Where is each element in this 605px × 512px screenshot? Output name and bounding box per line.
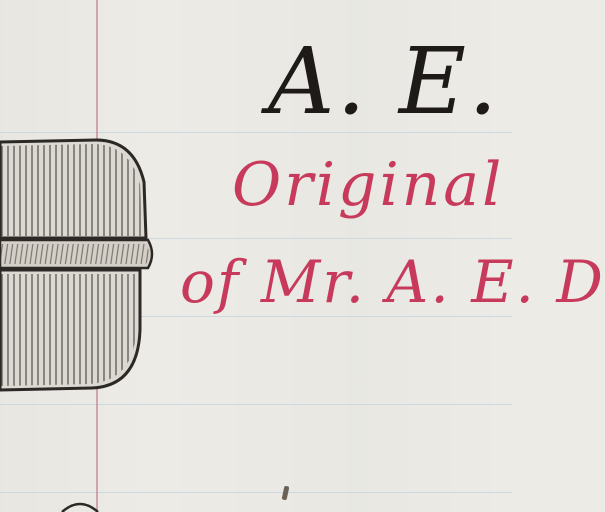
sketch-bottom-fragment (62, 504, 98, 512)
red-inscription-line-2: of Mr. A. E. D (180, 248, 605, 316)
sketch-band-hatching (0, 244, 149, 264)
sketch-lower-hatching (0, 274, 136, 386)
red-inscription-line-1: Original (232, 150, 505, 220)
heading-initials: A. E. (268, 28, 500, 135)
sketch-upper-hatching (0, 144, 142, 236)
